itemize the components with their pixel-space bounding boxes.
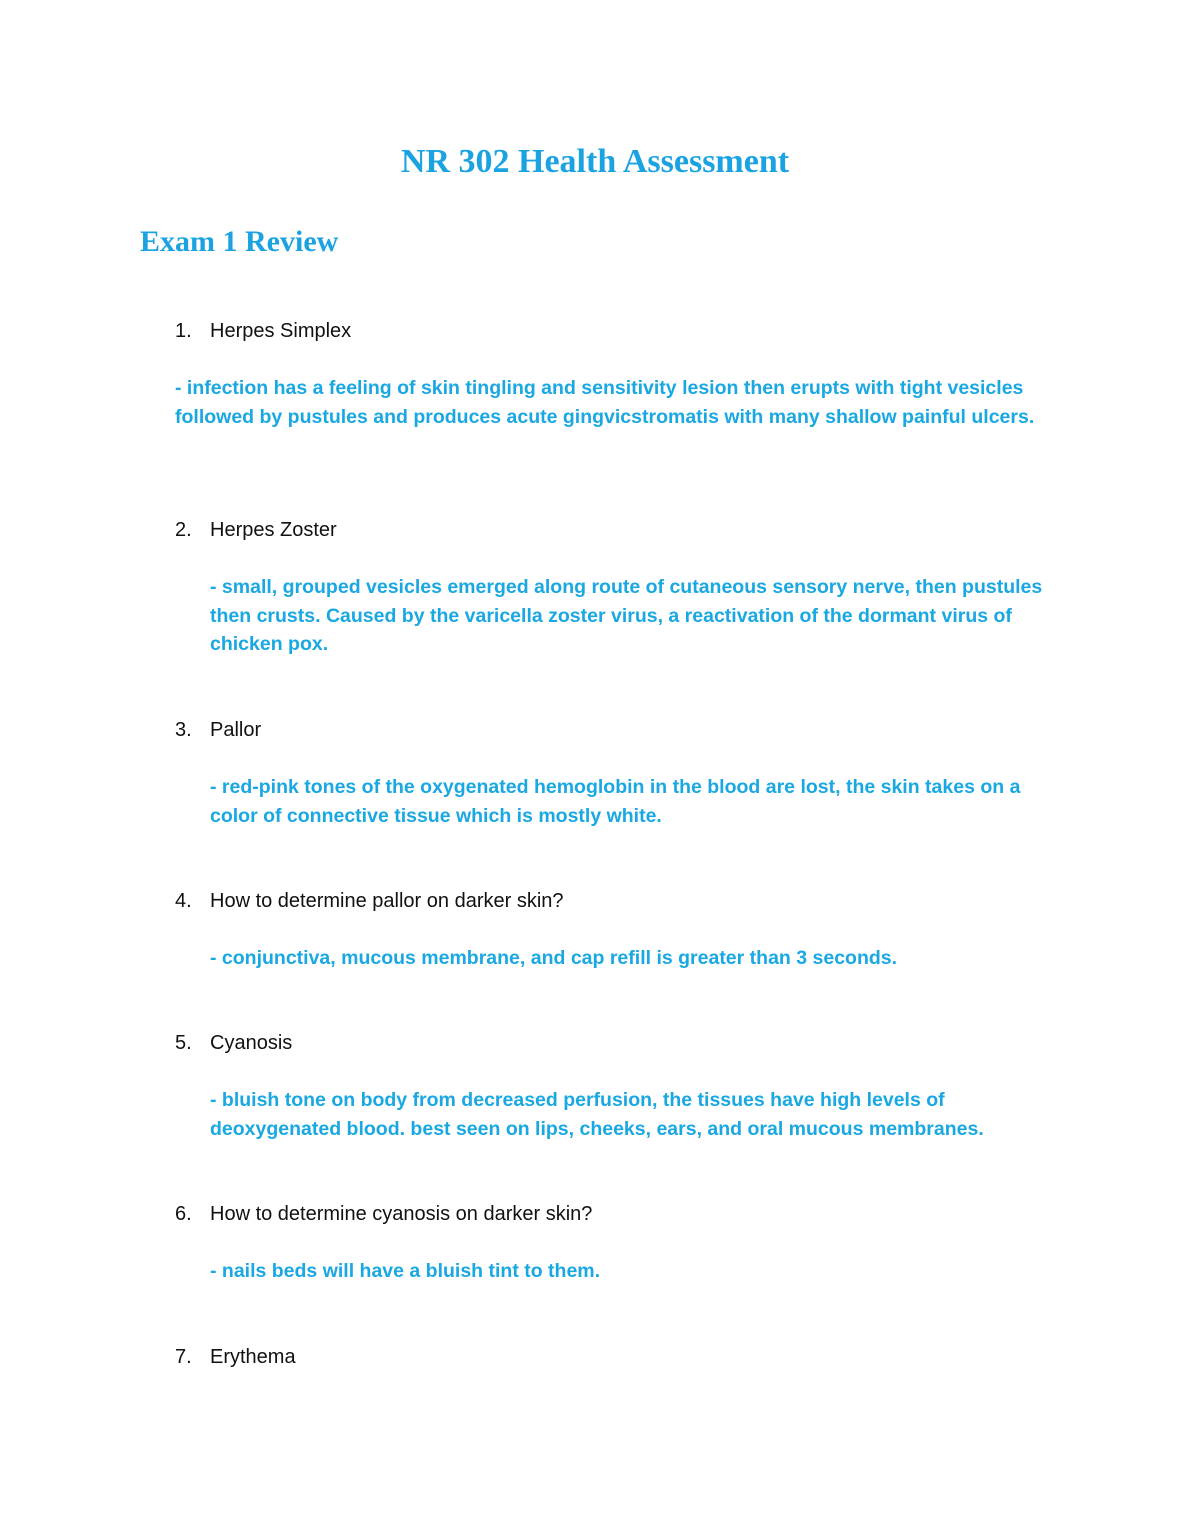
- answer-text: - bluish tone on body from decreased perfusion, the tissues have high levels of deoxygenated blood. best seen on lips, cheeks, ears, and oral mucous membranes.: [210, 1089, 984, 1140]
- list-item-question: [175, 887, 564, 915]
- list-item-question: [175, 516, 337, 544]
- answer-text: - infection has a feeling of skin tingling and sensitivity lesion then erupts with tight vesicles followed by pustules and produces acute gingvicstromatis with many shallow painful ulcers.: [175, 377, 1035, 428]
- item-number: 3.: [175, 719, 192, 741]
- item-number: 1.: [175, 320, 192, 342]
- question-text: Herpes Zoster: [210, 519, 337, 541]
- list-item-question: [175, 317, 351, 345]
- question-text: How to determine cyanosis on darker skin?: [210, 1203, 593, 1225]
- list-item-question: [175, 1343, 296, 1371]
- document-subtitle: Exam 1 Review: [140, 225, 339, 258]
- question-text: How to determine pallor on darker skin?: [210, 890, 564, 912]
- item-number: 4.: [175, 890, 192, 912]
- answer-text: - conjunctiva, mucous membrane, and cap refill is greater than 3 seconds.: [210, 947, 898, 969]
- question-text: Cyanosis: [210, 1032, 293, 1054]
- item-number: 5.: [175, 1032, 192, 1054]
- item-number: 6.: [175, 1203, 192, 1225]
- answer-text: - red-pink tones of the oxygenated hemoglobin in the blood are lost, the skin takes on a color of connective tissue which is mostly white.: [210, 776, 1021, 827]
- list-item-question: [175, 716, 261, 744]
- question-text: Herpes Simplex: [210, 320, 352, 342]
- answer-text: - small, grouped vesicles emerged along route of cutaneous sensory nerve, then pustules then crusts. Caused by the varicella zoster virus, a reactivation of the dormant virus of chicken pox.: [210, 576, 1043, 656]
- document-title: NR 302 Health Assessment: [400, 143, 790, 180]
- list-item-question: [175, 1200, 592, 1228]
- question-text: Pallor: [210, 719, 262, 741]
- list-item-question: [175, 1029, 292, 1057]
- item-number: 2.: [175, 519, 192, 541]
- item-number: 7.: [175, 1346, 192, 1368]
- answer-text: - nails beds will have a bluish tint to them.: [210, 1260, 601, 1282]
- question-text: Erythema: [210, 1346, 296, 1368]
